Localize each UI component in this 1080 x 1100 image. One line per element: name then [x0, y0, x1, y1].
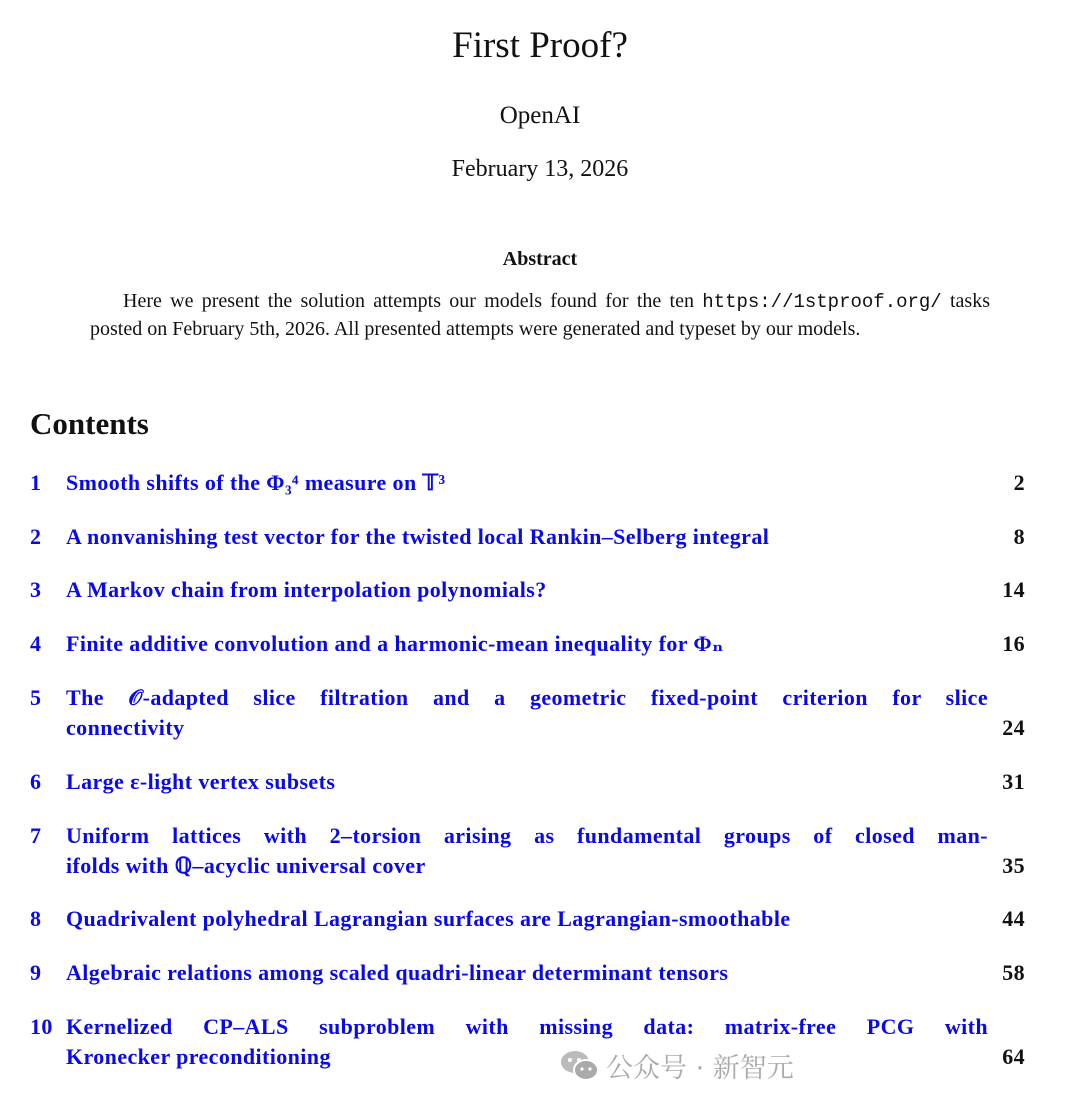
toc-entry-number[interactable]: 10 — [30, 1014, 53, 1039]
date: February 13, 2026 — [451, 156, 629, 182]
toc-entry-title-line[interactable]: A Markov chain from interpolation polynomials? — [66, 577, 547, 602]
toc-entry-page[interactable]: 58 — [1002, 960, 1025, 985]
toc-entry-title-line[interactable]: A nonvanishing test vector for the twisted local Rankin–Selberg integral — [66, 524, 770, 549]
abstract-text — [90, 288, 990, 342]
toc-entry-title-link[interactable] — [66, 958, 988, 988]
toc-entry-page[interactable]: 8 — [1013, 524, 1025, 549]
author: OpenAI — [499, 102, 581, 129]
toc-entry-title-link[interactable] — [66, 1012, 988, 1072]
toc-entry-number[interactable]: 7 — [30, 823, 42, 848]
toc-entry-title-line[interactable]: connectivity — [66, 715, 185, 740]
toc-entry-number[interactable]: 9 — [30, 960, 42, 985]
toc-entry-title-link[interactable] — [66, 468, 988, 498]
toc-entry-page[interactable]: 35 — [1002, 853, 1025, 878]
toc-entry-title-line[interactable]: Algebraic relations among scaled quadri-linear determinant tensors — [66, 960, 729, 985]
toc-entry-number[interactable]: 4 — [30, 631, 42, 656]
wechat-icon — [560, 1049, 600, 1083]
toc-entry-title-link[interactable] — [66, 522, 988, 552]
toc-entry-number[interactable]: 2 — [30, 524, 42, 549]
paper-title: First Proof? — [452, 25, 628, 66]
toc-entry-title-link[interactable] — [66, 767, 988, 797]
toc-entry-title-line[interactable]: Smooth shifts of the Φ₃⁴ measure on 𝕋³ — [66, 470, 446, 495]
abstract-url[interactable]: https://1stproof.org/ — [702, 291, 942, 313]
toc-entry-page[interactable]: 14 — [1002, 577, 1025, 602]
toc-entry-title-line[interactable]: Quadrivalent polyhedral Lagrangian surfaces are Lagrangian-smoothable — [66, 906, 791, 931]
toc-entry-page[interactable]: 2 — [1013, 470, 1025, 495]
toc-entry-page[interactable]: 44 — [1002, 906, 1025, 931]
toc-entry-number[interactable]: 8 — [30, 906, 42, 931]
abstract-heading: Abstract — [502, 248, 578, 270]
abstract-text-part: Here we present the solution attempts our models found for the ten — [123, 290, 703, 312]
toc-entry-number[interactable]: 1 — [30, 470, 42, 495]
toc-entry-number[interactable]: 3 — [30, 577, 42, 602]
toc-entry-title-link[interactable] — [66, 575, 988, 605]
toc-entry-title-link[interactable] — [66, 904, 988, 934]
toc-entry-title-line[interactable]: ifolds with ℚ–acyclic universal cover — [66, 853, 426, 878]
toc-entry-title-link[interactable] — [66, 683, 988, 743]
toc-entry-page[interactable]: 24 — [1002, 715, 1025, 740]
toc-entry-title-link[interactable] — [66, 821, 988, 881]
toc-entry-title-link[interactable] — [66, 629, 988, 659]
toc-entry-title-line[interactable]: The 𝒪-adapted slice filtration and a geometric fixed-point criterion for slice — [66, 685, 988, 710]
toc-entry-page[interactable]: 64 — [1002, 1044, 1025, 1069]
watermark — [560, 1046, 794, 1085]
toc-entry-title-line[interactable]: Large ε-light vertex subsets — [66, 769, 336, 794]
watermark-text: 公众号 · 新智元 — [606, 1053, 794, 1084]
contents-heading: Contents — [30, 406, 149, 441]
toc-entry-number[interactable]: 6 — [30, 769, 42, 794]
toc-entry-page[interactable]: 31 — [1002, 769, 1025, 794]
toc-entry-number[interactable]: 5 — [30, 685, 42, 710]
toc-entry-title-line[interactable]: Uniform lattices with 2–torsion arising as fundamental groups of closed man- — [66, 823, 988, 848]
toc-entry-page[interactable]: 16 — [1002, 631, 1025, 656]
toc-entry-title-line[interactable]: Kernelized CP–ALS subproblem with missing data: matrix-free PCG with — [66, 1014, 988, 1039]
abstract-text-part: tasks posted on February 5th, 2026. All presented attempts were generated and typeset by our models. — [90, 290, 991, 340]
toc-entry-title-line[interactable]: Finite additive convolution and a harmonic-mean inequality for Φₙ — [66, 631, 724, 656]
toc-entry-title-line[interactable]: Kronecker preconditioning — [66, 1044, 331, 1069]
